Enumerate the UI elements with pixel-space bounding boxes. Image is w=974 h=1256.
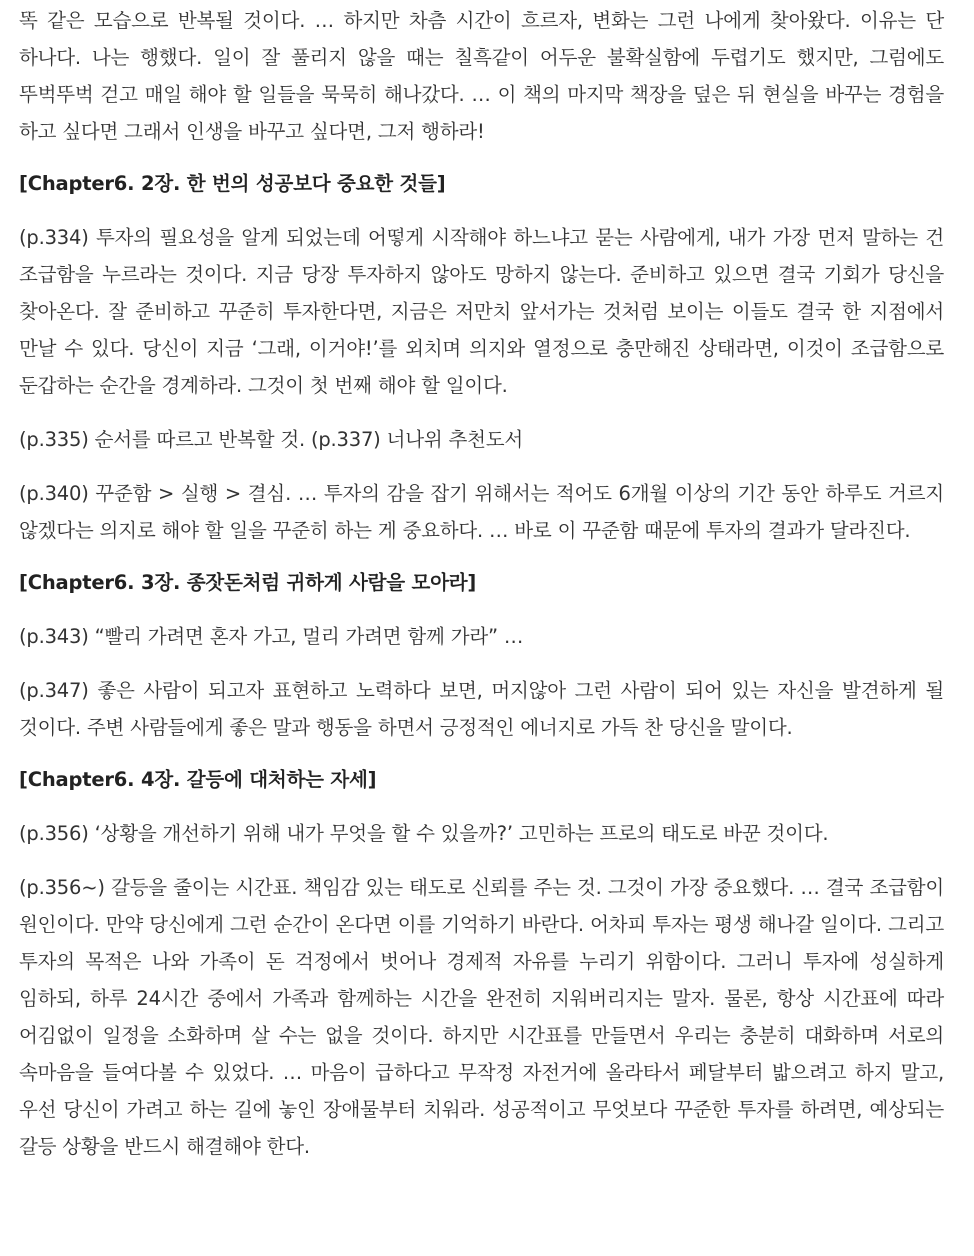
paragraph-p340: (p.340) 꾸준함 > 실행 > 결심. … 투자의 감을 잡기 위해서는 적어도 6개월 이상의 기간 동안 하루도 거르지 않겠다는 의지로 해야 할 일을 꾸준히 하는 게 중요하다. … 바로 이 꾸준함 때문에 투자의 결과가 달라진다. (19, 482, 944, 542)
section-heading-chapter6-2: [Chapter6. 2장. 한 번의 성공보다 중요한 것들] (19, 172, 446, 195)
paragraph-p356-cont: (p.356~) 갈등을 줄이는 시간표. 책임감 있는 태도로 신뢰를 주는 것. 그것이 가장 중요했다. … 결국 조급함이 원인이다. 만약 당신에게 그런 순간이 온다면 이를 기억하기 바란다. 어차피 투자는 평생 해나갈 일이다. 그리고 투자의 목적은 나와 가족이 돈 걱정에서 벗어나 경제적 자유를 누리기 위함이다. 그러니 투자에 성실하게 임하되, 하루 24시간 중에서 가족과 함께하는 시간을 완전히 지워버리지는 말자. 물론, 항상 시간표에 따라 어김없이 일정을 소화하며 살 수는 없을 것이다. 하지만 시간표를 만들면서 우리는 충분히 대화하며 서로의 속마음을 들여다볼 수 있었다. … 마음이 급하다고 무작정 자전거에 올라타서 페달부터 밟으려고 하지 말고, 우선 당신이 가려고 하는 길에 놓인 장애물부터 치워라. 성공적이고 무엇보다 꾸준한 투자를 하려면, 예상되는 갈등 상황을 반드시 해결해야 한다. (19, 876, 944, 1158)
paragraph-p356: (p.356) ‘상황을 개선하기 위해 내가 무엇을 할 수 있을까?’ 고민하는 프로의 태도로 바꾼 것이다. (19, 822, 829, 845)
paragraph-p334: (p.334) 투자의 필요성을 알게 되었는데 어떻게 시작해야 하느냐고 묻는 사람에게, 내가 가장 먼저 말하는 건 조급함을 누르라는 것이다. 지금 당장 투자하지 않아도 망하지 않는다. 준비하고 있으면 결국 기회가 당신을 찾아온다. 잘 준비하고 꾸준히 투자한다면, 지금은 저만치 앞서가는 것처럼 보이는 이들도 결국 한 지점에서 만날 수 있다. 당신이 지금 ‘그래, 이거야!’를 외치며 의지와 열정으로 충만해진 상태라면, 이것이 조급함으로 둔갑하는 순간을 경계하라. 그것이 첫 번째 해야 할 일이다. (19, 226, 944, 397)
paragraph-p347: (p.347) 좋은 사람이 되고자 표현하고 노력하다 보면, 머지않아 그런 사람이 되어 있는 자신을 발견하게 될 것이다. 주변 사람들에게 좋은 말과 행동을 하면서 긍정적인 에너지로 가득 찬 당신을 말이다. (19, 679, 944, 739)
paragraph-p343: (p.343) “빨리 가려면 혼자 가고, 멀리 가려면 함께 가라” … (19, 625, 524, 648)
section-heading-chapter6-3: [Chapter6. 3장. 종잣돈처럼 귀하게 사람을 모아라] (19, 571, 477, 594)
paragraph-p335: (p.335) 순서를 따르고 반복할 것. (p.337) 너나위 추천도서 (19, 428, 524, 451)
intro-paragraph: 똑 같은 모습으로 반복될 것이다. … 하지만 차츰 시간이 흐르자, 변화는 그런 나에게 찾아왔다. 이유는 단 하나다. 나는 행했다. 일이 잘 풀리지 않을 때는 칠흑같이 어두운 불확실함에 두렵기도 했지만, 그럼에도 뚜벅뚜벅 걷고 매일 해야 할 일들을 묵묵히 해나갔다. … 이 책의 마지막 책장을 덮은 뒤 현실을 바꾸는 경험을 하고 싶다면 그래서 인생을 바꾸고 싶다면, 그저 행하라! (19, 9, 945, 143)
section-heading-chapter6-4: [Chapter6. 4장. 갈등에 대처하는 자세] (19, 768, 377, 791)
